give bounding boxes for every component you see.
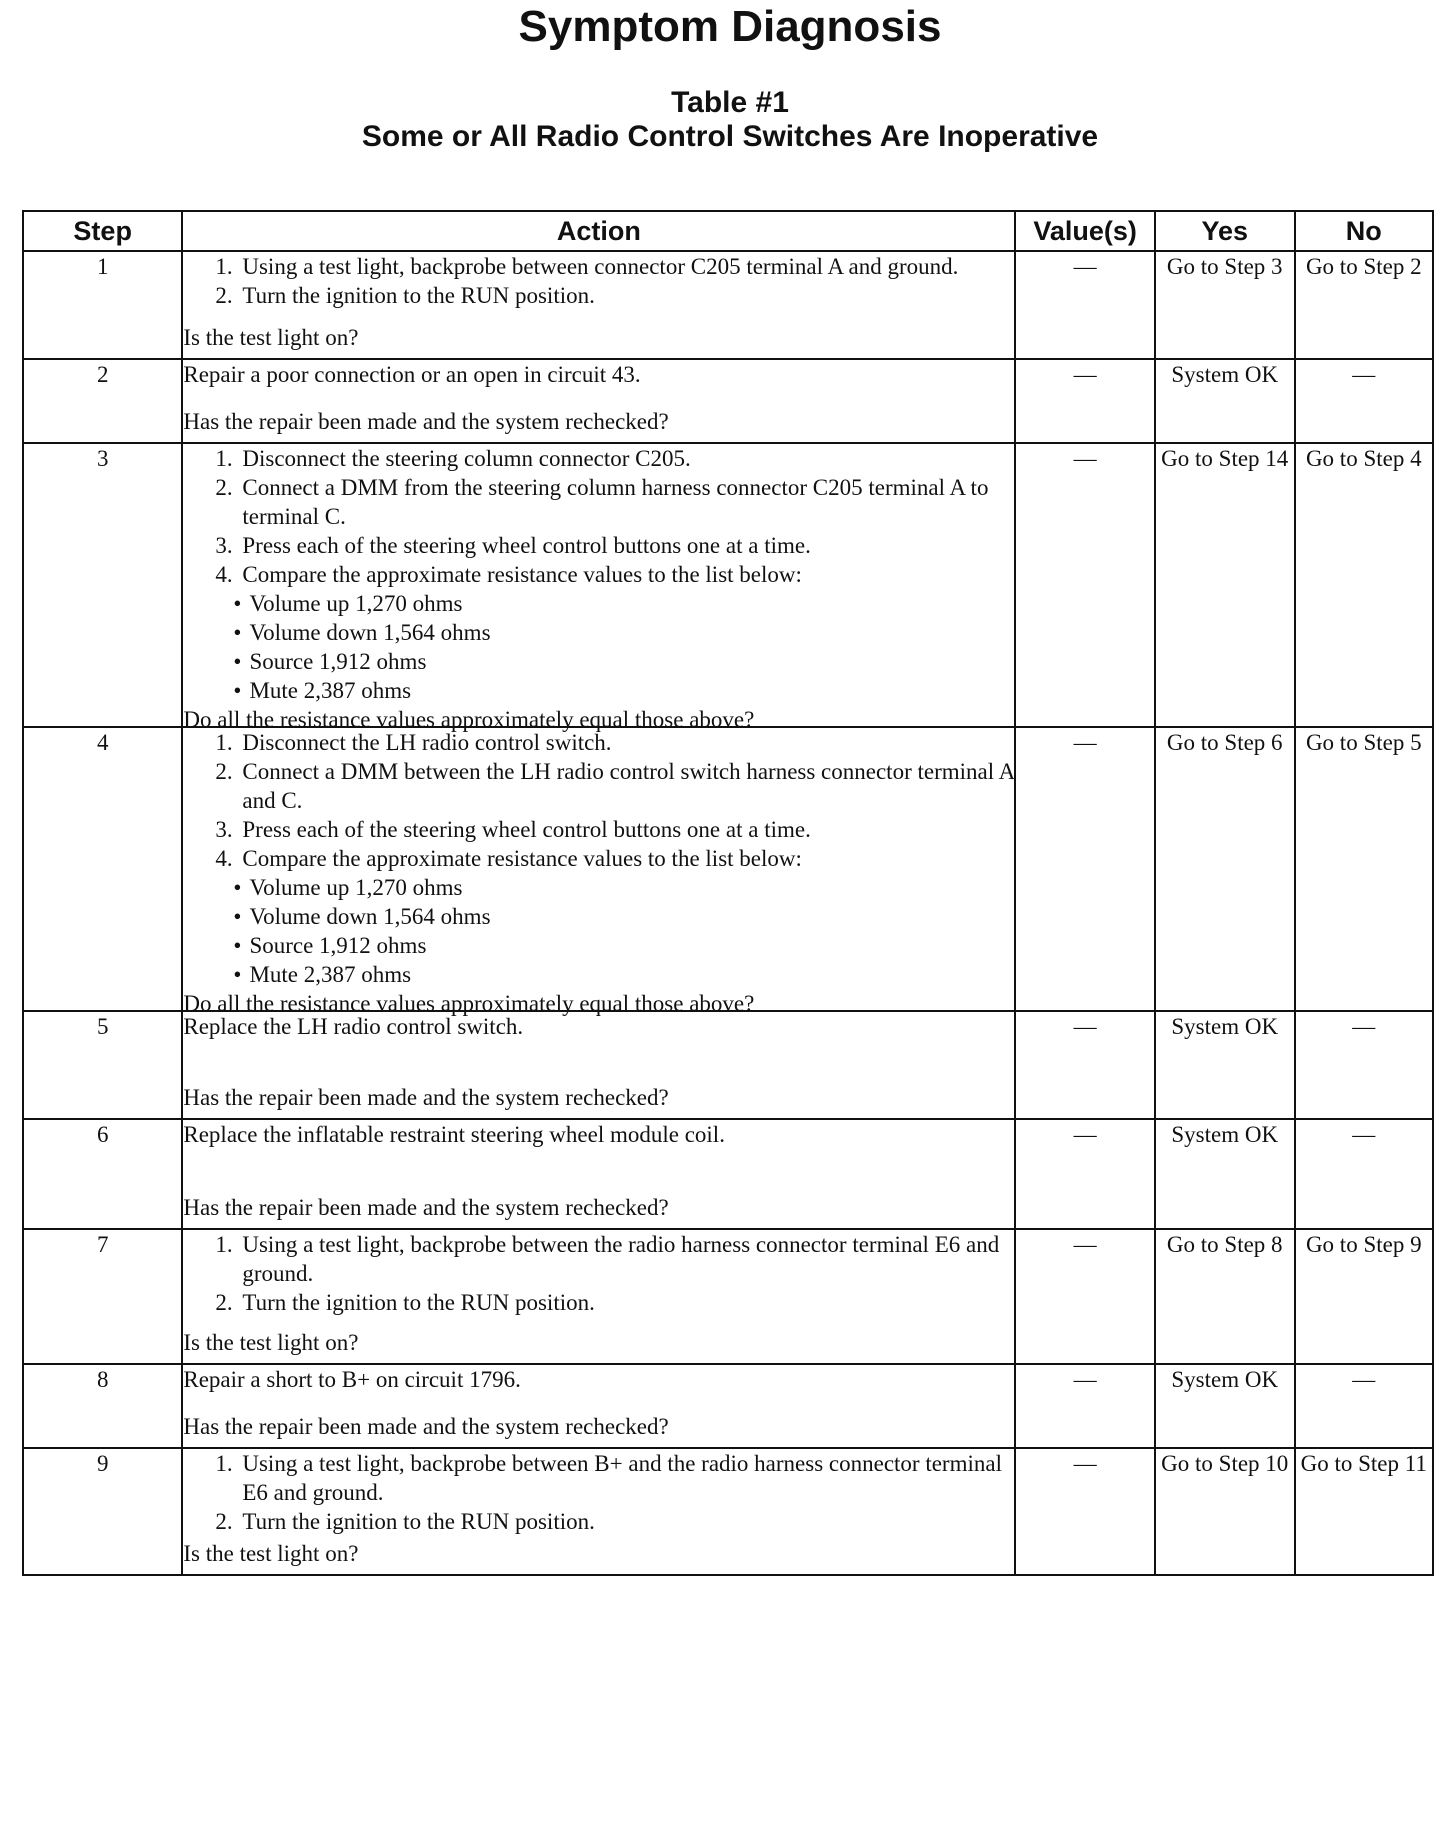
column-header-step: Step: [23, 211, 182, 251]
resistance-value: • Volume down 1,564 ohms: [233, 618, 1014, 647]
table-row: [23, 727, 1433, 1011]
action-question: Has the repair been made and the system rechecked?: [183, 1414, 669, 1439]
action-cell: [182, 359, 1015, 443]
action-cell: [182, 1119, 1015, 1229]
resistance-value: • Source 1,912 ohms: [233, 647, 1014, 676]
resistance-value: • Volume down 1,564 ohms: [233, 902, 1014, 931]
diagnosis-table: [22, 210, 1434, 1576]
table-row: [23, 1119, 1433, 1229]
action-cell: [182, 727, 1015, 1016]
yes-result: Go to Step 6: [1155, 727, 1295, 1011]
action-step-item: 2. Turn the ignition to the RUN position.: [238, 281, 1014, 310]
table-header-row: [23, 211, 1433, 251]
action-steps: [183, 1230, 1014, 1317]
step-number: 4: [23, 727, 182, 1011]
action-step-item: 4. Compare the approximate resistance values to the list below:: [238, 560, 1014, 589]
resistance-value: • Volume up 1,270 ohms: [233, 589, 1014, 618]
value-cell: —: [1015, 1364, 1155, 1448]
action-question: Do all the resistance values approximately equal those above?: [183, 991, 755, 1016]
action-text: Repair a short to B+ on circuit 1796.: [183, 1367, 521, 1392]
no-result: —: [1295, 1011, 1433, 1119]
action-step-item: 2. Connect a DMM from the steering column harness connector C205 terminal A to terminal C.: [238, 473, 1014, 531]
no-result: —: [1295, 1119, 1433, 1229]
action-step-item: 1. Using a test light, backprobe between connector C205 terminal A and ground.: [238, 252, 1014, 281]
table-number: Table #1: [671, 86, 789, 119]
action-text: Replace the LH radio control switch.: [183, 1014, 524, 1039]
action-cell: [182, 1448, 1015, 1575]
action-question: Do all the resistance values approximately equal those above?: [183, 707, 755, 732]
value-cell: —: [1015, 251, 1155, 359]
action-question: Has the repair been made and the system rechecked?: [183, 1085, 669, 1110]
column-header-yes: Yes: [1155, 211, 1295, 251]
no-result: Go to Step 4: [1295, 443, 1433, 727]
action-cell: [182, 1364, 1015, 1448]
yes-result: System OK: [1155, 1011, 1295, 1119]
action-cell: [182, 251, 1015, 359]
action-step-item: 1. Disconnect the LH radio control switch.: [238, 728, 1014, 757]
action-question: Is the test light on?: [183, 325, 359, 350]
resistance-value: • Mute 2,387 ohms: [233, 960, 1014, 989]
resistance-value: • Volume up 1,270 ohms: [233, 873, 1014, 902]
action-steps: [183, 728, 1014, 873]
column-header-values: Value(s): [1015, 211, 1155, 251]
table-body: [23, 251, 1433, 1575]
action-cell: [182, 1011, 1015, 1119]
step-number: 6: [23, 1119, 182, 1229]
step-number: 5: [23, 1011, 182, 1119]
no-result: —: [1295, 359, 1433, 443]
no-result: —: [1295, 1364, 1433, 1448]
table-subtitle: Some or All Radio Control Switches Are Inoperative: [361, 120, 1099, 153]
action-step-item: 1. Using a test light, backprobe between the radio harness connector terminal E6 and ground.: [238, 1230, 1014, 1288]
action-step-item: 2. Connect a DMM between the LH radio control switch harness connector terminal A and C.: [238, 757, 1014, 815]
value-cell: —: [1015, 1229, 1155, 1364]
action-cell: [182, 1229, 1015, 1364]
no-result: Go to Step 9: [1295, 1229, 1433, 1364]
action-step-item: 2. Turn the ignition to the RUN position.: [238, 1507, 1014, 1536]
step-number: 2: [23, 359, 182, 443]
action-steps: [183, 252, 1014, 310]
page-title: Symptom Diagnosis: [518, 2, 942, 51]
no-result: Go to Step 5: [1295, 727, 1433, 1011]
step-number: 3: [23, 443, 182, 727]
action-text: Replace the inflatable restraint steering wheel module coil.: [183, 1122, 725, 1147]
yes-result: System OK: [1155, 359, 1295, 443]
table-row: [23, 1229, 1433, 1364]
value-cell: —: [1015, 727, 1155, 1011]
no-result: Go to Step 11: [1295, 1448, 1433, 1575]
action-step-item: 4. Compare the approximate resistance values to the list below:: [238, 844, 1014, 873]
action-cell: [182, 443, 1015, 732]
action-steps: [183, 1449, 1014, 1536]
value-cell: —: [1015, 1011, 1155, 1119]
action-step-item: 1. Using a test light, backprobe between B+ and the radio harness connector terminal E6 and ground.: [238, 1449, 1014, 1507]
value-cell: —: [1015, 359, 1155, 443]
column-header-no: No: [1295, 211, 1433, 251]
action-question: Is the test light on?: [183, 1330, 359, 1355]
value-cell: —: [1015, 1119, 1155, 1229]
action-step-item: 3. Press each of the steering wheel control buttons one at a time.: [238, 531, 1014, 560]
yes-result: Go to Step 8: [1155, 1229, 1295, 1364]
yes-result: Go to Step 3: [1155, 251, 1295, 359]
column-header-action: Action: [182, 211, 1015, 251]
value-cell: —: [1015, 1448, 1155, 1575]
table-row: [23, 1364, 1433, 1448]
resistance-value: • Mute 2,387 ohms: [233, 676, 1014, 705]
action-question: Has the repair been made and the system rechecked?: [183, 1195, 669, 1220]
resistance-list: [183, 589, 1014, 705]
table-row: [23, 443, 1433, 727]
table-row: [23, 359, 1433, 443]
table-row: [23, 251, 1433, 359]
action-step-item: 3. Press each of the steering wheel control buttons one at a time.: [238, 815, 1014, 844]
table-row: [23, 1448, 1433, 1575]
step-number: 7: [23, 1229, 182, 1364]
step-number: 1: [23, 251, 182, 359]
action-step-item: 1. Disconnect the steering column connector C205.: [238, 444, 1014, 473]
yes-result: Go to Step 14: [1155, 443, 1295, 727]
resistance-list: [183, 873, 1014, 989]
action-question: Has the repair been made and the system rechecked?: [183, 409, 669, 434]
yes-result: System OK: [1155, 1119, 1295, 1229]
action-text: Repair a poor connection or an open in circuit 43.: [183, 362, 641, 387]
resistance-value: • Source 1,912 ohms: [233, 931, 1014, 960]
yes-result: System OK: [1155, 1364, 1295, 1448]
table-row: [23, 1011, 1433, 1119]
value-cell: —: [1015, 443, 1155, 727]
action-question: Is the test light on?: [183, 1541, 359, 1566]
yes-result: Go to Step 10: [1155, 1448, 1295, 1575]
action-steps: [183, 444, 1014, 589]
step-number: 8: [23, 1364, 182, 1448]
action-step-item: 2. Turn the ignition to the RUN position.: [238, 1288, 1014, 1317]
step-number: 9: [23, 1448, 182, 1575]
no-result: Go to Step 2: [1295, 251, 1433, 359]
